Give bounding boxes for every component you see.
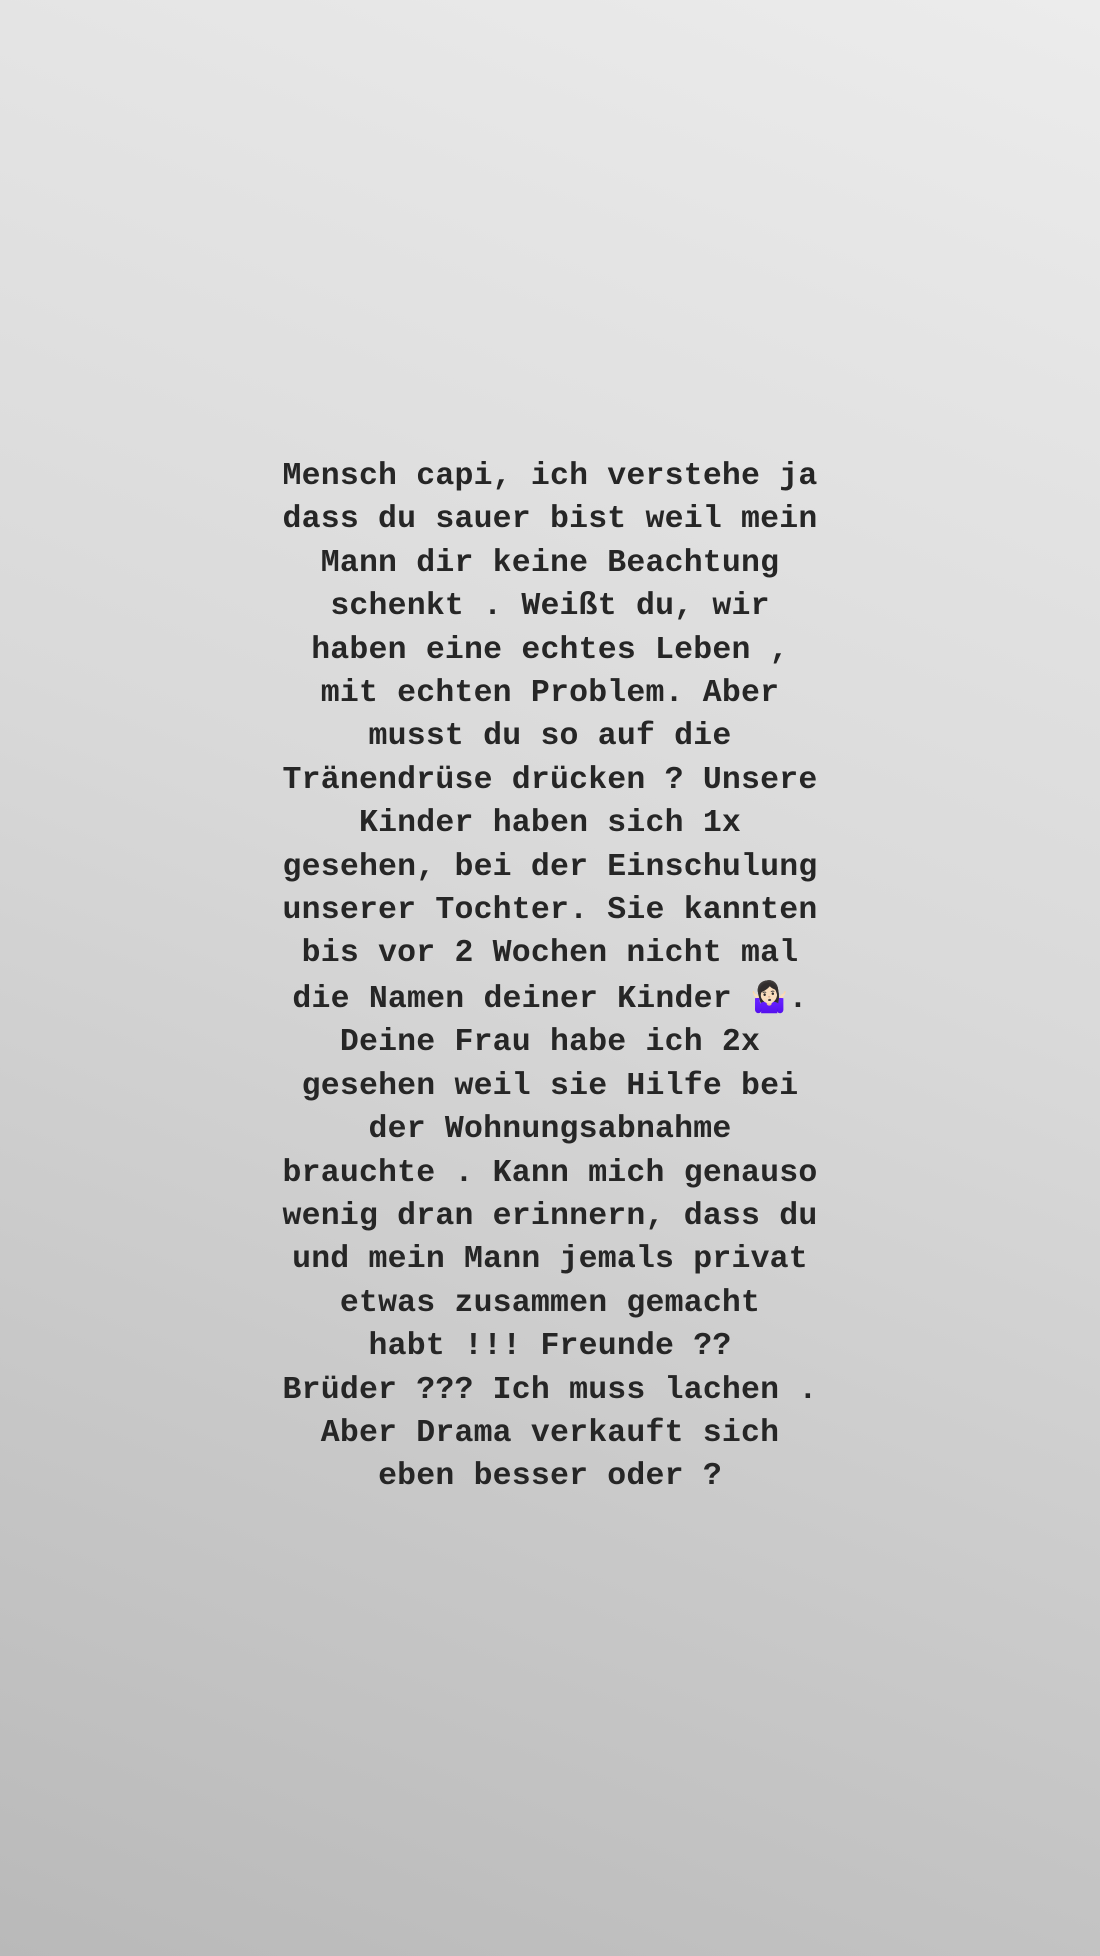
story-line: Mann dir keine Beachtung [320, 545, 780, 581]
story-line: gesehen, bei der Einschulung [282, 849, 818, 885]
story-line-with-emoji [190, 976, 910, 1021]
story-line: eben besser oder ? [378, 1459, 722, 1495]
person-shrugging-icon: 🤷🏻‍♀️ [750, 979, 789, 1015]
story-line: Deine Frau habe ich 2x [339, 1025, 761, 1061]
story-line: gesehen weil sie Hilfe bei [301, 1068, 799, 1104]
story-line: und mein Mann jemals privat [292, 1242, 808, 1278]
story-line: Tränendrüse drücken ? Unsere [282, 762, 818, 798]
story-line-text: die Namen deiner Kinder [292, 981, 732, 1017]
story-line: brauchte . Kann mich genauso [282, 1155, 818, 1191]
story-line: Brüder ??? Ich muss lachen . [282, 1372, 818, 1408]
story-line: Kinder haben sich 1x [358, 806, 742, 842]
story-text-block [190, 455, 910, 1499]
story-line: der Wohnungsabnahme [368, 1112, 732, 1148]
story-line: haben eine echtes Leben , [311, 632, 789, 668]
story-line: Aber Drama verkauft sich [320, 1415, 780, 1451]
story-line: wenig dran erinnern, dass du [282, 1198, 818, 1234]
story-line: Mensch capi, ich verstehe ja [282, 459, 818, 494]
story-line: dass du sauer bist weil mein [282, 502, 818, 538]
story-line: musst du so auf die [368, 719, 732, 755]
story-line: mit echten Problem. Aber [320, 676, 780, 712]
story-line: bis vor 2 Wochen nicht mal [301, 936, 799, 972]
story-line: habt !!! Freunde ?? [368, 1329, 732, 1365]
story-line: unserer Tochter. Sie kannten [282, 893, 818, 929]
story-line: etwas zusammen gemacht [339, 1285, 761, 1321]
story-line-period: . [788, 981, 808, 1017]
story-line: schenkt . Weißt du, wir [330, 589, 770, 625]
